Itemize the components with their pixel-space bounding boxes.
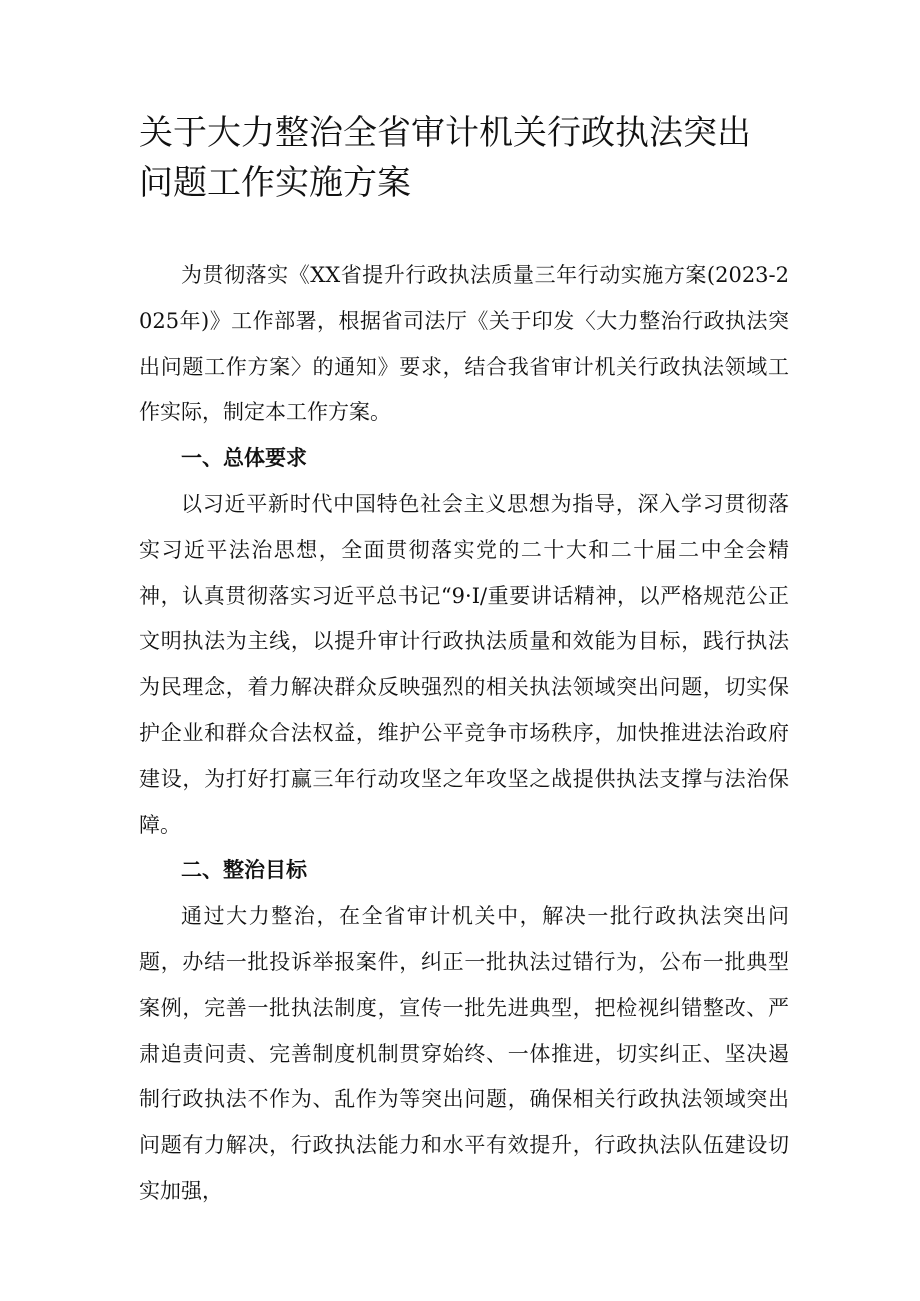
section-heading-rectification-goals: 二、整治目标: [181, 858, 307, 883]
title-line-1: 关于大力整治全省审计机关行政执法突出: [139, 113, 751, 153]
document-body: [139, 253, 789, 1215]
intro-paragraph: 为贯彻落实《XX省提升行政执法质量三年行动实施方案(2023-2025年)》工作部署，根据省司法厅《关于印发〈大力整治行政执法突出问题工作方案〉的通知》要求，结合我省审计机关行政执法领域工作实际，制定本工作方案。: [139, 263, 789, 425]
title-line-2: 问题工作实施方案: [139, 163, 411, 203]
section-heading-general-requirements: 一、总体要求: [181, 446, 307, 471]
document-title: [139, 108, 799, 208]
general-requirements-paragraph: 以习近平新时代中国特色社会主义思想为指导，深入学习贯彻落实习近平法治思想，全面贯彻落实党的二十大和二十届二中全会精神，认真贯彻落实习近平总书记“9·I/重要讲话精神，以严格规范公正文明执法为主线，以提升审计行政执法质量和效能为目标，践行执法为民理念，着力解决群众反映强烈的相关执法领域突出问题，切实保护企业和群众合法权益，维护公平竞争市场秩序，加快推进法治政府建设，为打好打赢三年行动攻坚之年攻坚之战提供执法支撑与法治保障。: [139, 491, 789, 837]
rectification-goals-paragraph: 通过大力整治，在全省审计机关中，解决一批行政执法突出问题，办结一批投诉举报案件，纠正一批执法过错行为，公布一批典型案例，完善一批执法制度，宣传一批先进典型，把检视纠错整改、严肃追责问责、完善制度机制贯穿始终、一体推进，切实纠正、坚决遏制行政执法不作为、乱作为等突出问题，确保相关行政执法领域突出问题有力解决，行政执法能力和水平有效提升，行政执法队伍建设切实加强，: [139, 904, 789, 1203]
